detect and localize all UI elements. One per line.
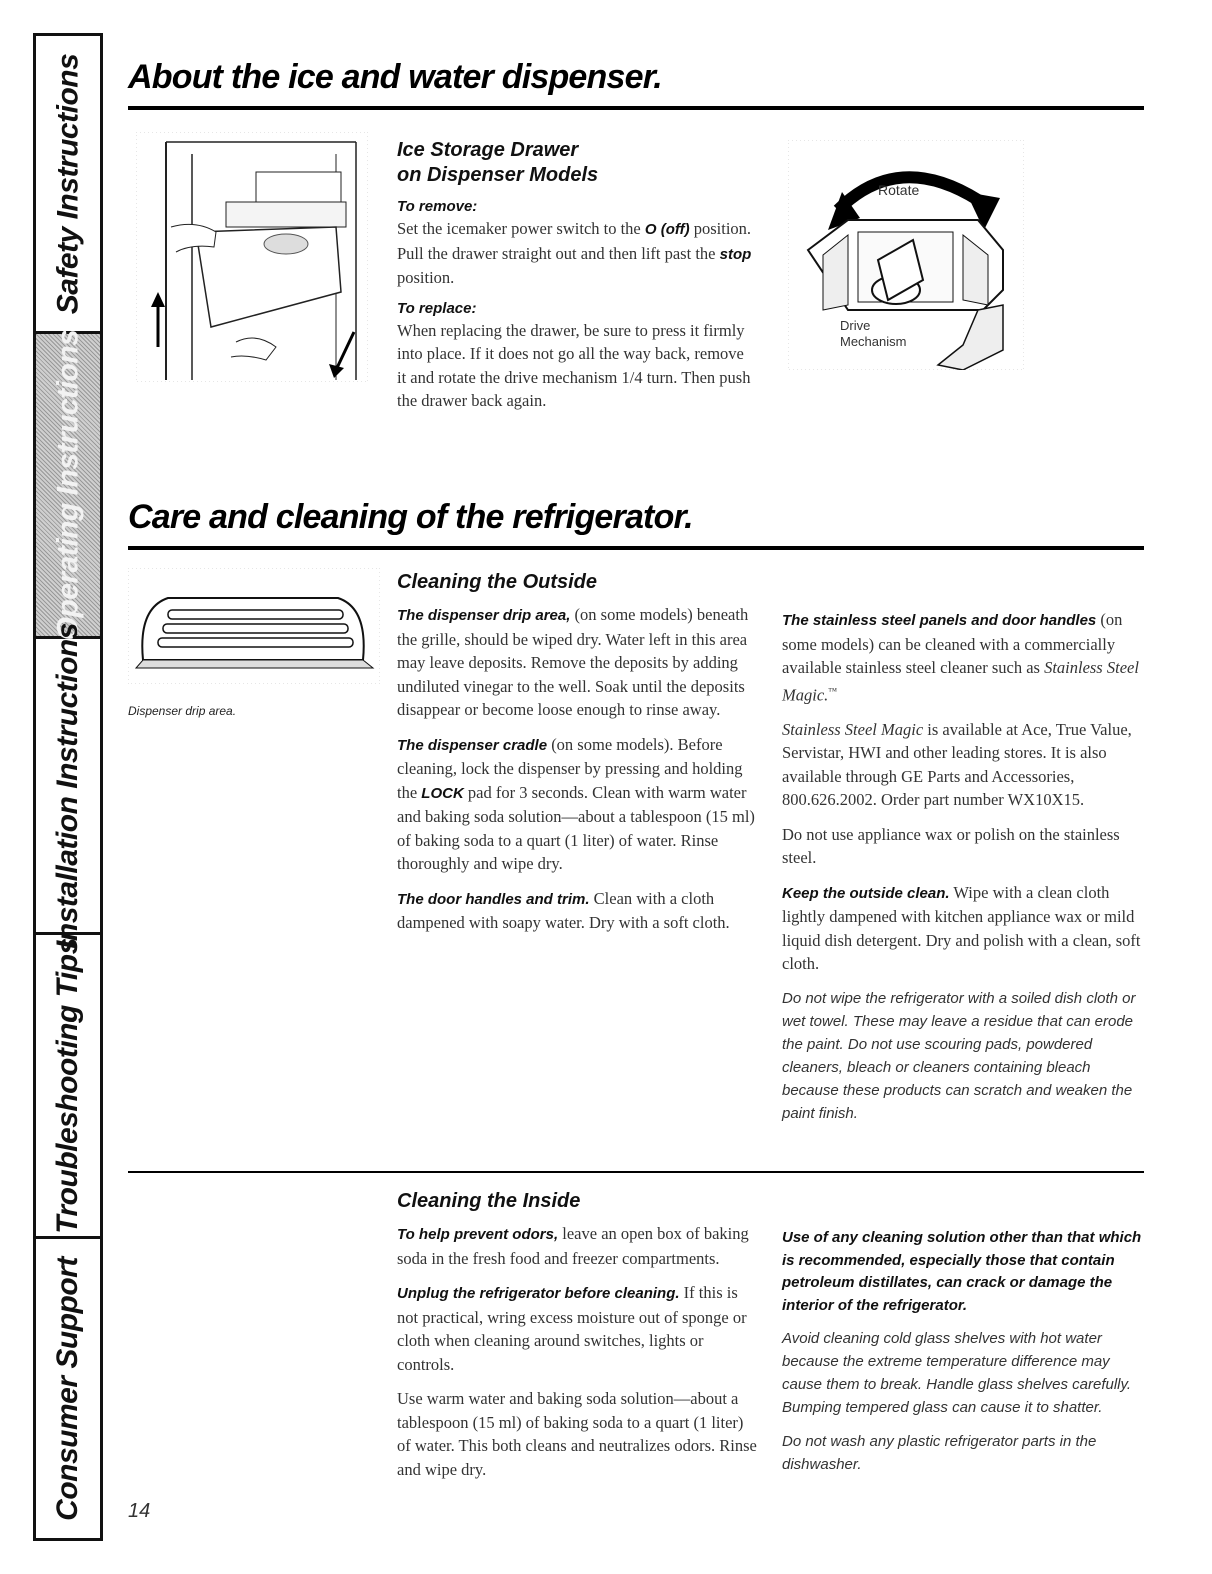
keep-clean-paragraph: Keep the outside clean. Wipe with a clean cloth lightly dampened with kitchen appliance wax or mild liquid dish detergent. Dry and polish with a clean, soft cloth. xyxy=(782,882,1141,973)
glass-shelves-note: Avoid cleaning cold glass shelves with hot water because the extreme temperature difference may cause them to break. Handle glass shelves carefully. Bumping tempered glass can cause it to shatter. xyxy=(782,1330,1132,1416)
tab-consumer-support[interactable]: Consumer Support xyxy=(51,1256,85,1521)
title-rule xyxy=(128,106,1144,110)
ice-drawer-heading: Ice Storage Drawer on Dispenser Models xyxy=(397,139,599,186)
unplug-paragraph: Unplug the refrigerator before cleaning. If this is not practical, wring excess moisture out of sponge or cloth when cleaning around switches, lights or controls. xyxy=(397,1283,747,1374)
no-wax-paragraph: Do not use appliance wax or polish on the stainless steel. xyxy=(782,824,1120,867)
magic-availability-paragraph: Stainless Steel Magic is available at Ace, True Value, Servistar, HWI and other leading stores. It is also available through GE Parts and Accessories, 800.626.2002. Order part number WX10X15. xyxy=(782,719,1132,809)
tab-troubleshooting-tips[interactable]: Troubleshooting Tips xyxy=(36,935,100,1239)
rotate-label: Rotate xyxy=(878,182,920,198)
tab-installation-instructions[interactable]: Installation Instructions xyxy=(36,639,100,935)
side-tab-bar xyxy=(33,33,103,1541)
tab-safety-instructions[interactable]: Safety Instructions xyxy=(36,36,100,334)
dishwasher-note: Do not wash any plastic refrigerator parts in the dishwasher. xyxy=(782,1433,1097,1473)
warm-water-paragraph: Use warm water and baking soda solution—about a tablespoon (15 ml) of baking soda to a quart (1 liter) of water. This both cleans and neutralizes odors. Rinse and wipe dry. xyxy=(397,1389,757,1479)
ice-drawer-illustration xyxy=(136,132,368,382)
cleaning-outside-column-1 xyxy=(397,570,759,946)
mechanism-label: Mechanism xyxy=(840,334,907,349)
inside-section-rule xyxy=(128,1171,1144,1173)
cleaning-inside-column-2 xyxy=(782,1227,1144,1487)
paint-warning: Do not wipe the refrigerator with a soiled dish cloth or wet towel. These may leave a residue that can erode the paint. Do not use scouring pads, powdered cleaners, bleach or cleaners containing bleach because these products can scratch and weaken the paint finish. xyxy=(782,989,1136,1122)
tab-operating-instructions[interactable]: Operating Instructions xyxy=(36,334,100,639)
cleaning-outside-column-2 xyxy=(782,608,1146,1136)
stainless-paragraph: The stainless steel panels and door handles (on some models) can be cleaned with a commercially available stainless steel cleaner such as Stainless Steel Magic.™ xyxy=(782,610,1139,704)
ice-drawer-instructions xyxy=(397,138,757,413)
remove-heading: To remove: xyxy=(397,198,478,215)
replace-text: When replacing the drawer, be sure to press it firmly into place. If it does not go all the way back, remove it and rotate the drive mechanism 1/4 turn. Then push the drawer back again. xyxy=(397,320,751,410)
odors-paragraph: To help prevent odors, leave an open box of baking soda in the fresh food and freezer compartments. xyxy=(397,1224,749,1268)
remove-text: Set the icemaker power switch to the O (off) position. Pull the drawer straight out and then lift past the stop position. xyxy=(397,219,752,287)
drive-mechanism-illustration xyxy=(788,140,1024,370)
drip-area-illustration xyxy=(128,568,380,684)
drip-paragraph: The dispenser drip area, (on some models) beneath the grille, should be wiped dry. Water left in this area may leave deposits. Remove the deposits by adding undiluted vinegar to the well. Soak until the deposits disappear or become loose enough to rinse away. xyxy=(397,605,749,719)
care-title-rule xyxy=(128,546,1144,550)
cradle-paragraph: The dispenser cradle (on some models). Before cleaning, lock the dispenser by pressing and holding the LOCK pad for 3 seconds. Clean with warm water and baking soda solution—about a tablespoon (15 ml) of baking soda to a quart (1 liter) of water. Rinse thoroughly and wipe dry. xyxy=(397,734,755,873)
section-title-care-cleaning: Care and cleaning of the refrigerator. xyxy=(128,498,693,536)
cleaning-inside-heading: Cleaning the Inside xyxy=(397,1190,581,1212)
section-title-dispenser: About the ice and water dispenser. xyxy=(128,58,662,96)
cleaning-outside-heading: Cleaning the Outside xyxy=(397,571,598,593)
solution-warning: Use of any cleaning solution other than that which is recommended, especially those that contain petroleum distillates, can crack or damage the interior of the refrigerator. xyxy=(782,1229,1142,1314)
handles-paragraph: The door handles and trim. Clean with a cloth dampened with soapy water. Dry with a soft cloth. xyxy=(397,888,730,932)
page-number: 14 xyxy=(128,1500,151,1522)
drive-label: Drive xyxy=(840,318,871,333)
drip-area-caption: Dispenser drip area. xyxy=(128,704,237,718)
cleaning-inside-column-1 xyxy=(397,1189,759,1492)
replace-heading: To replace: xyxy=(397,299,477,317)
